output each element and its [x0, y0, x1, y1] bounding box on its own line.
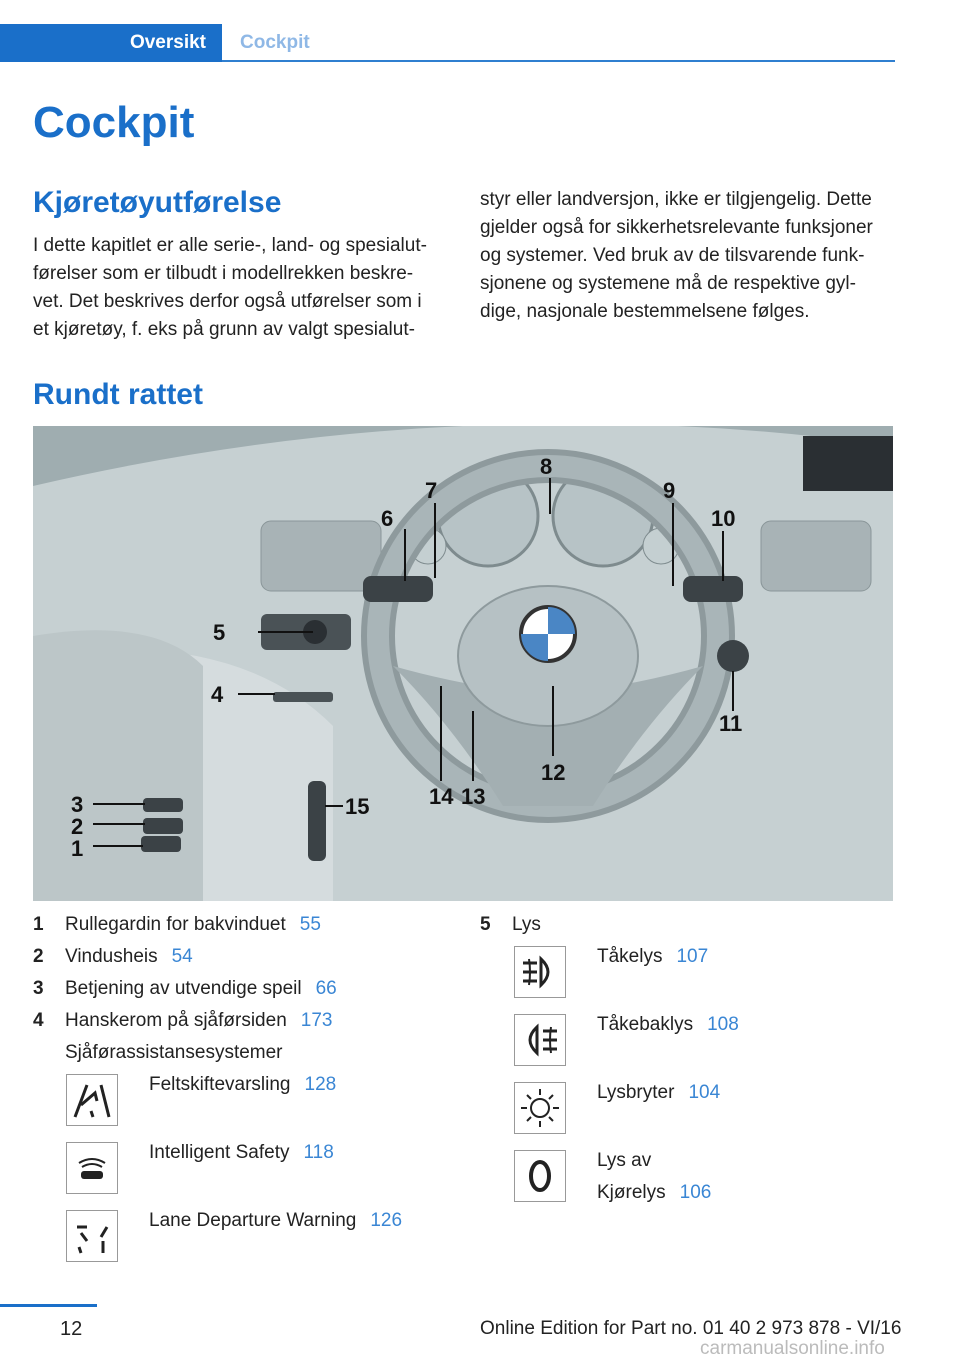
text-line: vet. Det beskrives derfor også utførelser som i: [33, 291, 422, 312]
legend-number: 3: [33, 978, 44, 999]
callout-3: 3: [71, 792, 84, 817]
legend-label: Feltskiftevarsling: [149, 1074, 291, 1095]
legend-text: [65, 946, 193, 968]
text-line: sjonene og systemene må de respektive gyl-: [480, 273, 856, 294]
legend-label: Hanskerom på sjåførsiden: [65, 1010, 287, 1031]
legend-subitem: [597, 1082, 720, 1104]
lights-off-icon: [514, 1150, 566, 1202]
legend-label: Betjening av utvendige speil: [65, 978, 302, 999]
legend-number: 2: [33, 946, 44, 967]
page-link[interactable]: 107: [676, 946, 709, 967]
legend-label: Tåkelys: [597, 946, 663, 967]
legend-label: Lys av: [597, 1150, 652, 1171]
legend-label: Kjørelys: [597, 1182, 666, 1203]
legend-subitem: [149, 1074, 336, 1096]
section-heading-vehicle-version: Kjøretøyutførelse: [33, 186, 282, 219]
edition-note: Online Edition for Part no. 01 40 2 973 878 - VI/16: [480, 1318, 902, 1339]
intro-column-2: [480, 186, 900, 326]
page-link[interactable]: 118: [303, 1142, 334, 1163]
section-heading-around-wheel: Rundt rattet: [33, 378, 203, 411]
legend-text: [65, 914, 321, 936]
callout-12: 12: [541, 760, 566, 785]
page-title: Cockpit: [33, 98, 195, 147]
footer-rule: [0, 1304, 97, 1307]
legend-label: Lysbryter: [597, 1082, 675, 1103]
page-number: 12: [60, 1318, 83, 1340]
tab-cockpit[interactable]: Cockpit: [240, 32, 310, 53]
text-line: og systemer. Ved bruk av de tilsvarende funk-: [480, 245, 865, 266]
tab-oversikt[interactable]: Oversikt: [0, 24, 222, 62]
legend-label: Tåkebaklys: [597, 1014, 694, 1035]
page-link[interactable]: 54: [171, 946, 193, 967]
intro-column-1: [33, 232, 453, 344]
legend-label: Intelligent Safety: [149, 1142, 290, 1163]
legend-label: Rullegardin for bakvinduet: [65, 914, 286, 935]
text-line: et kjøretøy, f. eks på grunn av valgt spesialut-: [33, 319, 415, 340]
intelligent-safety-icon: [66, 1142, 118, 1194]
page-link[interactable]: 128: [304, 1074, 337, 1095]
legend-number: 5: [480, 914, 491, 935]
callout-1: 1: [71, 836, 84, 861]
legend-label: Lys: [512, 914, 541, 935]
lane-departure-icon: [66, 1210, 118, 1262]
page-link[interactable]: 126: [370, 1210, 403, 1231]
callout-2: 2: [71, 814, 84, 839]
callout-15: 15: [345, 794, 370, 819]
callout-9: 9: [663, 478, 676, 503]
page-link[interactable]: 108: [707, 1014, 739, 1035]
driver-assist-label: Sjåførassistansesystemer: [65, 1042, 283, 1063]
legend-left: [33, 914, 453, 1274]
text-line: førelser som er tilbudt i modellrekken beskre-: [33, 263, 414, 284]
fog-light-icon: [514, 946, 566, 998]
callout-11: 11: [719, 711, 743, 736]
page-link[interactable]: 173: [300, 1010, 333, 1031]
tab-bar: [0, 24, 895, 62]
lane-change-warning-icon: [66, 1074, 118, 1126]
callout-4: 4: [211, 682, 224, 707]
callout-13: 13: [461, 784, 486, 809]
page-link[interactable]: 66: [315, 978, 337, 999]
text-line: gjelder også for sikkerhetsrelevante funksjoner: [480, 217, 873, 238]
callout-14: 14: [429, 784, 454, 809]
rear-fog-light-icon: [514, 1014, 566, 1066]
text-line: styr eller landversjon, ikke er tilgjengelig. Dette: [480, 189, 872, 210]
text-line: dige, nasjonale bestemmelsene følges.: [480, 301, 810, 322]
callout-8: 8: [540, 454, 553, 479]
page-link[interactable]: 106: [679, 1182, 712, 1203]
legend-subitem: [597, 946, 708, 968]
legend-subitem: [597, 1014, 739, 1036]
callout-6: 6: [381, 506, 394, 531]
legend-label: Lane Departure Warning: [149, 1210, 357, 1231]
watermark: carmanualsonline.info: [700, 1338, 885, 1359]
legend-right: [480, 914, 900, 1244]
legend-text: [65, 978, 337, 1000]
page-link[interactable]: 104: [688, 1082, 721, 1103]
callout-7: 7: [425, 478, 438, 503]
cockpit-illustration: [33, 426, 893, 901]
legend-number: 1: [33, 914, 44, 935]
text-line: I dette kapitlet er alle serie-, land- og spesialut-: [33, 235, 427, 256]
legend-subitem: [149, 1210, 402, 1232]
legend-text: [65, 1010, 332, 1032]
legend-label: Vindusheis: [65, 946, 158, 967]
legend-subitem: [597, 1182, 711, 1204]
legend-subitem: [149, 1142, 334, 1164]
legend-subitem: [597, 1150, 651, 1172]
light-switch-icon: [514, 1082, 566, 1134]
callout-5: 5: [213, 620, 226, 645]
page-link[interactable]: 55: [299, 914, 321, 935]
legend-number: 4: [33, 1010, 44, 1031]
callout-10: 10: [711, 506, 736, 531]
